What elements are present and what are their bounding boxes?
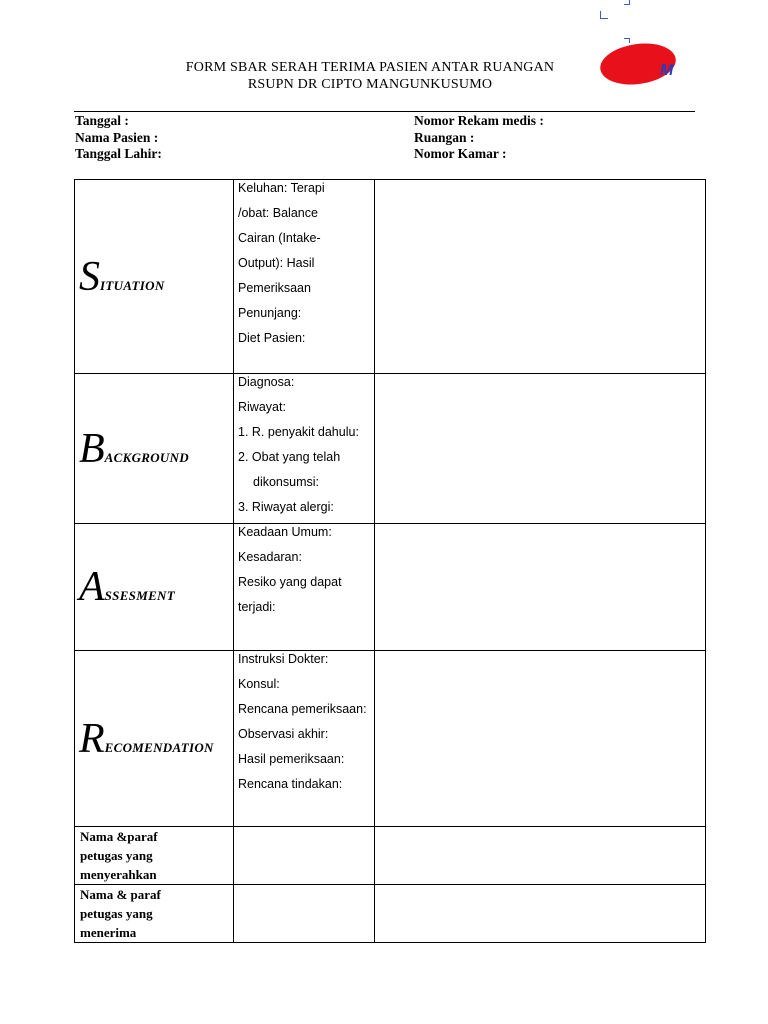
- background-entry-field[interactable]: [375, 374, 706, 524]
- assessment-row: [75, 524, 706, 651]
- handover-signature-row: [75, 827, 706, 885]
- prompt-line: Hasil pemeriksaan:: [238, 752, 345, 766]
- background-row: [75, 374, 706, 524]
- prompt-line: Keluhan: Terapi: [238, 181, 325, 195]
- prompt-line: Rencana pemeriksaan:: [238, 702, 367, 716]
- nomor-kamar-label: Nomor Kamar :: [414, 146, 507, 161]
- sbar-table: [74, 179, 706, 943]
- prompt-line: Keadaan Umum:: [238, 525, 332, 539]
- prompt-line: dikonsumsi:: [253, 475, 319, 489]
- prompt-line: Rencana tindakan:: [238, 777, 343, 791]
- prompt-line: Resiko yang dapat: [238, 575, 342, 589]
- corner-mark: [600, 11, 608, 19]
- form-title: FORM SBAR SERAH TERIMA PASIEN ANTAR RUANGAN: [185, 60, 555, 75]
- receiver-signature-row: [75, 885, 706, 943]
- prompt-line: 3. Riwayat alergi:: [238, 500, 334, 514]
- prompt-line: Kesadaran:: [238, 550, 302, 564]
- prompt-line: Penunjang:: [238, 306, 302, 320]
- prompt-line: Output): Hasil: [238, 256, 315, 270]
- prompt-line: Diet Pasien:: [238, 331, 306, 345]
- header-divider: [74, 111, 695, 112]
- receiver-signature-field[interactable]: [375, 885, 706, 943]
- prompt-line: Konsul:: [238, 677, 280, 691]
- ruangan-label: Ruangan :: [414, 130, 475, 145]
- recommendation-row: [75, 651, 706, 827]
- hospital-name: RSUPN DR CIPTO MANGUNKUSUMO: [247, 77, 493, 92]
- tanggal-lahir-label: Tanggal Lahir:: [75, 146, 162, 161]
- nama-pasien-label: Nama Pasien :: [75, 130, 159, 145]
- assessment-heading: ASSESMENT: [75, 524, 234, 651]
- hospital-logo: [598, 40, 682, 90]
- situation-prompts: [234, 180, 375, 374]
- tanggal-label: Tanggal :: [75, 113, 129, 128]
- nomor-rekam-medis-label: Nomor Rekam medis :: [414, 113, 544, 128]
- assessment-entry-field[interactable]: [375, 524, 706, 651]
- handover-signature-label: Nama &paraf petugas yang menyerahkan: [75, 827, 234, 885]
- recommendation-entry-field[interactable]: [375, 651, 706, 827]
- situation-heading: SITUATION: [75, 180, 234, 374]
- situation-entry-field[interactable]: [375, 180, 706, 374]
- prompt-line: Diagnosa:: [238, 375, 295, 389]
- prompt-line: Riwayat:: [238, 400, 286, 414]
- recommendation-heading: RECOMENDATION: [75, 651, 234, 827]
- prompt-line: /obat: Balance: [238, 206, 318, 220]
- handover-name-field[interactable]: [234, 827, 375, 885]
- prompt-line: 1. R. penyakit dahulu:: [238, 425, 359, 439]
- receiver-signature-label: Nama & paraf petugas yang menerima: [75, 885, 234, 943]
- receiver-name-field[interactable]: [234, 885, 375, 943]
- prompt-line: Cairan (Intake-: [238, 231, 321, 245]
- assessment-prompts: [234, 524, 375, 651]
- prompt-line: terjadi:: [238, 600, 276, 614]
- logo-text: M: [660, 62, 673, 79]
- prompt-line: 2. Obat yang telah: [238, 450, 341, 464]
- background-prompts: [234, 374, 375, 524]
- background-heading: BACKGROUND: [75, 374, 234, 524]
- corner-mark: [624, 0, 630, 5]
- prompt-line: Instruksi Dokter:: [238, 652, 329, 666]
- prompt-line: Pemeriksaan: [238, 281, 311, 295]
- situation-row: [75, 180, 706, 374]
- prompt-line: Observasi akhir:: [238, 727, 329, 741]
- handover-signature-field[interactable]: [375, 827, 706, 885]
- logo-tick: [624, 38, 630, 43]
- recommendation-prompts: [234, 651, 375, 827]
